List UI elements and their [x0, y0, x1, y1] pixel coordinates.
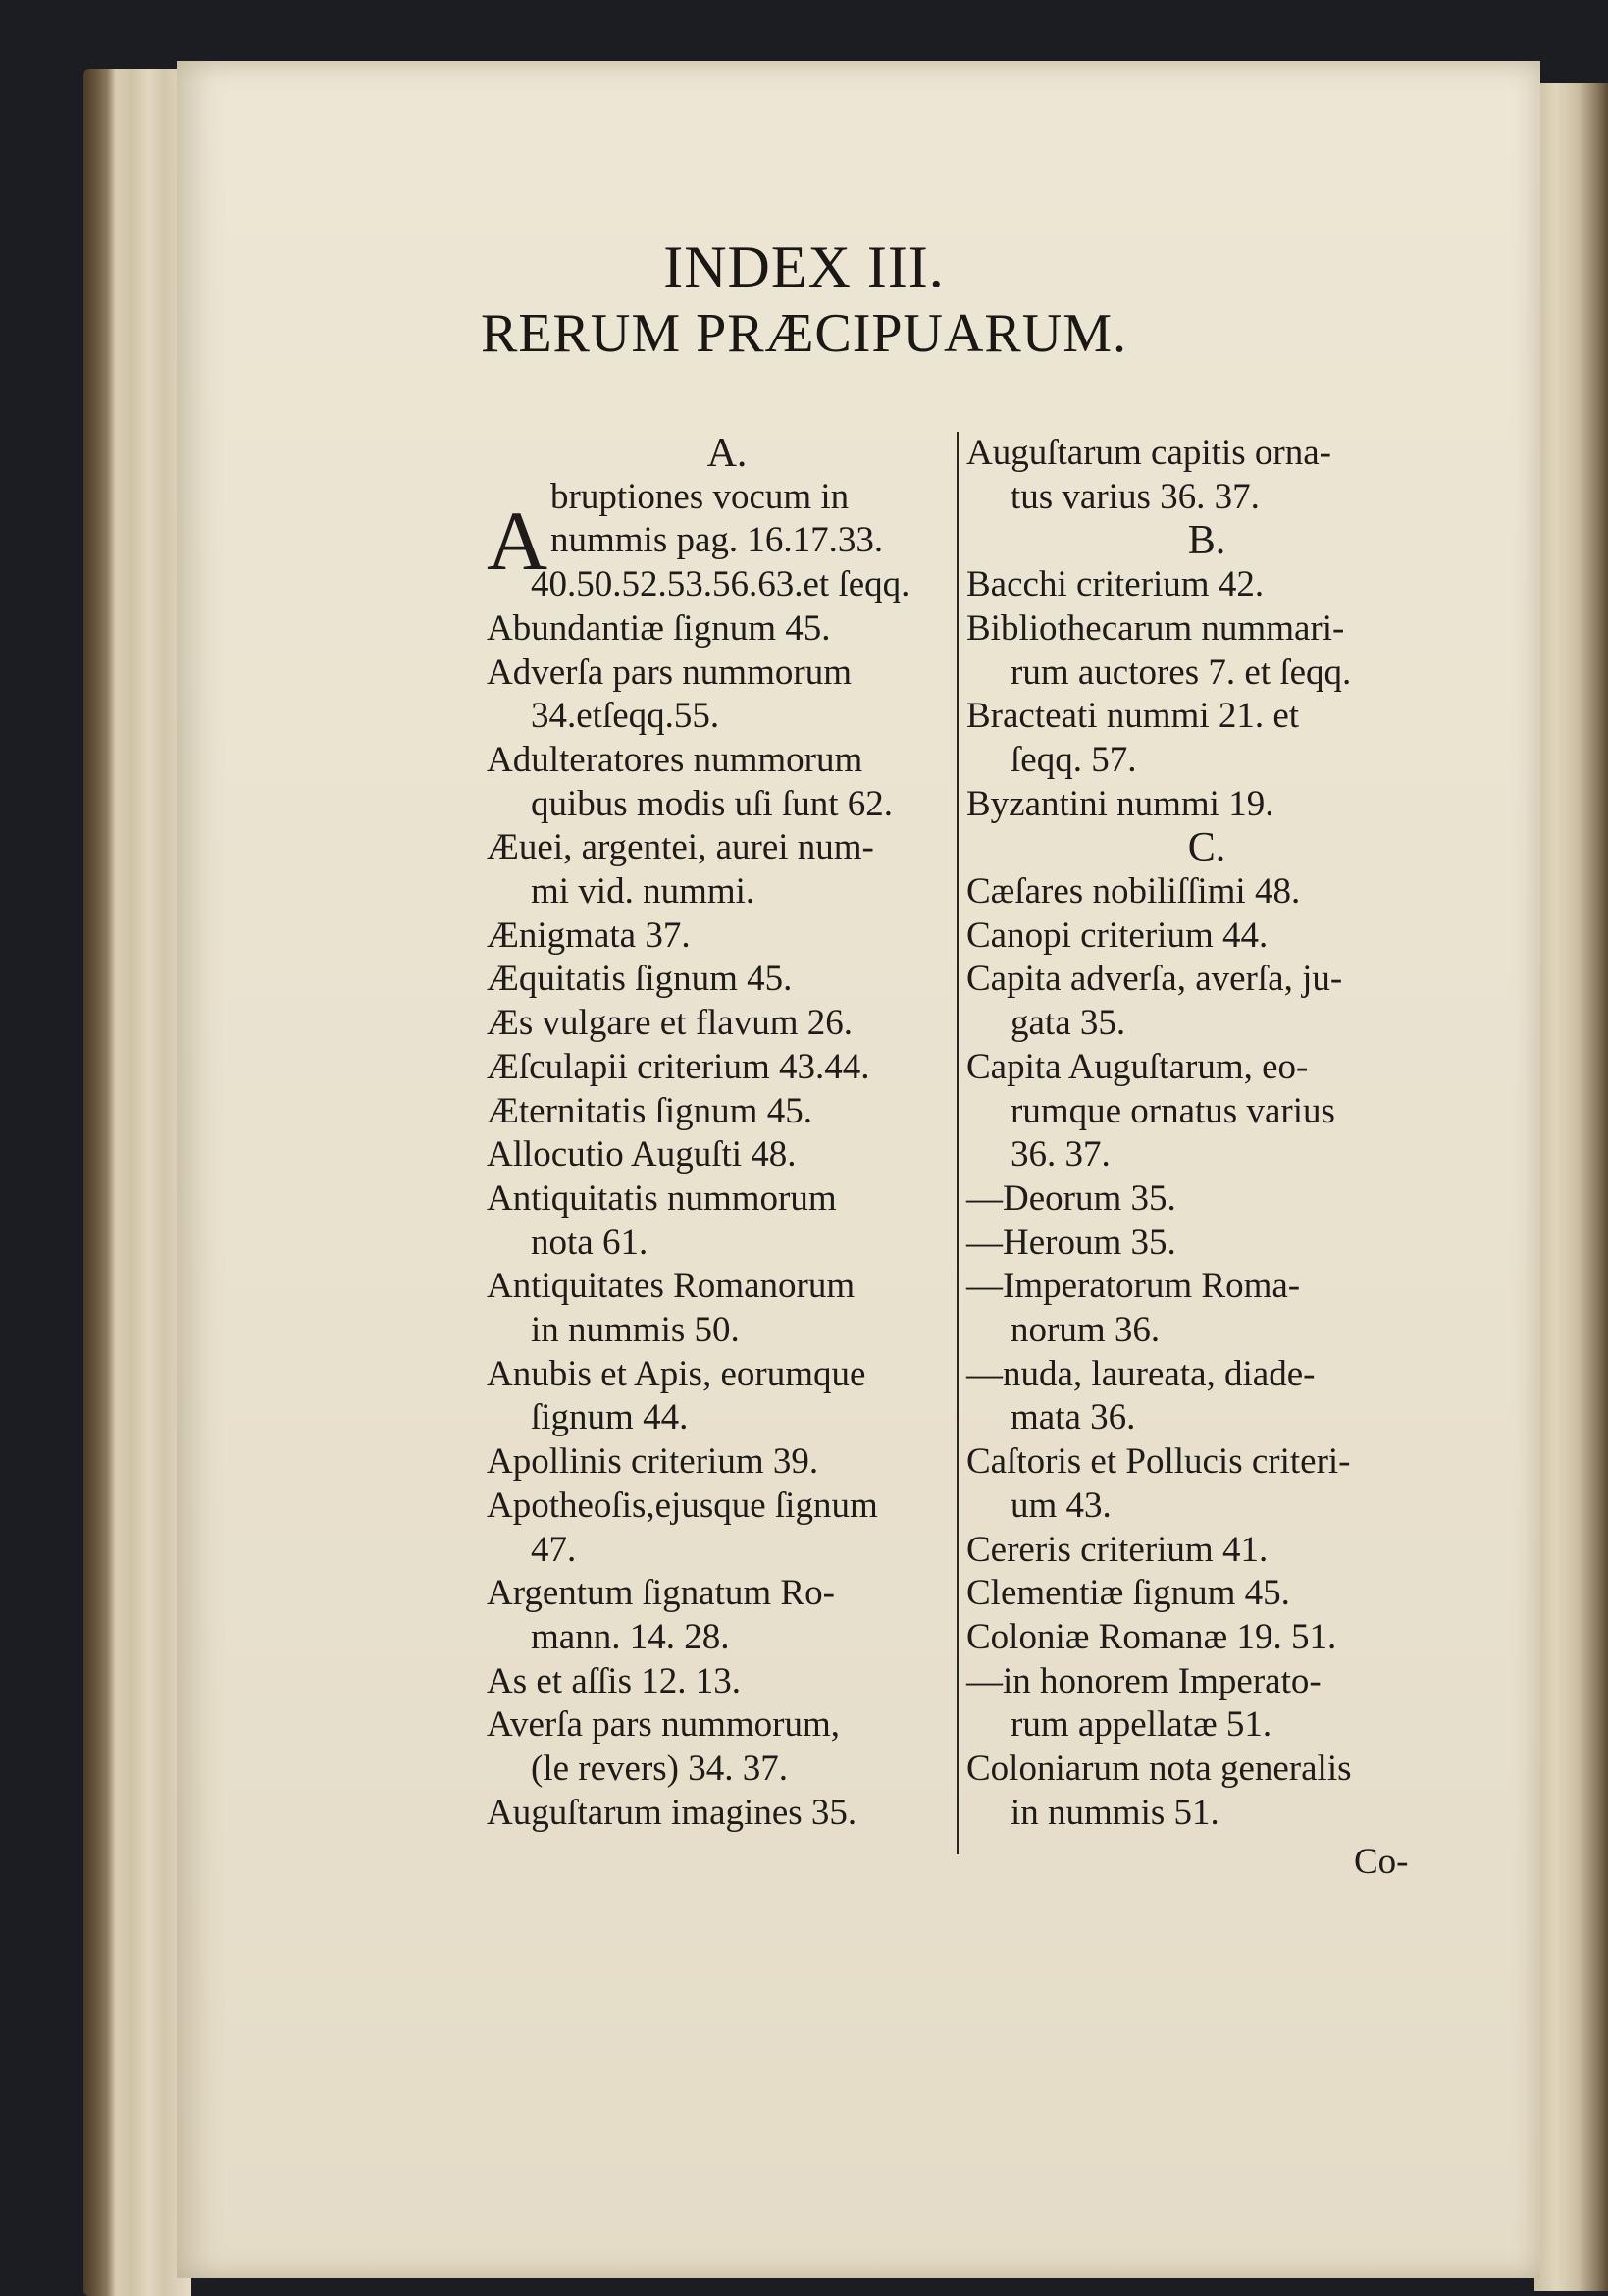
- index-entry: Bibliothecarum nummari-: [966, 607, 1345, 649]
- index-column-right: [966, 432, 1447, 1836]
- index-entry: Apotheoſis,ejusque ſignum: [487, 1485, 878, 1526]
- drop-capital: A: [487, 494, 548, 588]
- index-entry: Anubis et Apis, eorumque: [487, 1353, 866, 1394]
- index-entry: —Imperatorum Roma-: [966, 1266, 1301, 1307]
- index-entry-continuation: rum appellatæ 51.: [1011, 1704, 1272, 1746]
- index-entry: Cereris criterium 41.: [966, 1529, 1269, 1570]
- index-entry-continuation: 47.: [531, 1529, 577, 1570]
- catchword: Co-: [1354, 1842, 1409, 1882]
- index-entry: Æuei, argentei, aurei num-: [487, 827, 874, 868]
- index-entry-continuation: in nummis 50.: [531, 1310, 740, 1351]
- index-column-left: [487, 432, 967, 1836]
- index-entry-continuation: (le revers) 34. 37.: [531, 1748, 788, 1790]
- index-entry-continuation: mann. 14. 28.: [531, 1616, 730, 1657]
- index-entry: bruptiones vocum in: [550, 476, 850, 517]
- index-entry-continuation: in nummis 51.: [1011, 1792, 1219, 1833]
- index-entry-continuation: norum 36.: [1011, 1310, 1161, 1351]
- index-entry: —Heroum 35.: [966, 1222, 1176, 1263]
- section-letter-heading: A.: [706, 431, 748, 476]
- index-entry: Capita adverſa, averſa, ju-: [966, 959, 1343, 1000]
- index-entry: Allocutio Auguſti 48.: [487, 1134, 797, 1175]
- index-entry: —nuda, laureata, diade-: [966, 1353, 1316, 1394]
- section-letter-heading: B.: [1187, 518, 1226, 564]
- index-entry: Ænigmata 37.: [487, 914, 691, 956]
- book-page-edges-left: [83, 69, 191, 2296]
- index-entry: Coloniæ Romanæ 19. 51.: [966, 1616, 1337, 1657]
- index-entry: Caſtoris et Pollucis criteri-: [966, 1441, 1351, 1483]
- index-title: INDEX III.: [663, 235, 945, 299]
- index-entry-continuation: ſeqq. 57.: [1011, 739, 1137, 780]
- index-entry: As et aſſis 12. 13.: [487, 1660, 741, 1701]
- index-entry: Æſculapii criterium 43.44.: [487, 1046, 870, 1087]
- index-entry: Averſa pars nummorum,: [487, 1704, 840, 1746]
- index-entry: Coloniarum nota generalis: [966, 1748, 1352, 1790]
- index-entry: Argentum ſignatum Ro-: [487, 1573, 835, 1614]
- index-entry-continuation: 40.50.52.53.56.63.et ſeqq.: [531, 564, 910, 605]
- index-entry-continuation: rum auctores 7. et ſeqq.: [1011, 652, 1352, 693]
- index-entry: Auguſtarum capitis orna-: [966, 433, 1331, 473]
- index-entry-continuation: nummis pag. 16.17.33.: [550, 520, 884, 561]
- index-entry: Bacchi criterium 42.: [966, 564, 1265, 605]
- index-entry-continuation: um 43.: [1011, 1485, 1112, 1526]
- index-entry-continuation: 36. 37.: [1011, 1134, 1111, 1175]
- index-entry: Æquitatis ſignum 45.: [487, 959, 793, 1000]
- index-entry: Antiquitates Romanorum: [487, 1266, 856, 1307]
- index-entry-continuation: mata 36.: [1011, 1397, 1136, 1438]
- index-entry-continuation: tus varius 36. 37.: [1011, 476, 1260, 517]
- index-entry: Bracteati nummi 21. et: [966, 696, 1300, 737]
- section-letter-heading: C.: [1187, 825, 1226, 871]
- index-entry: Capita Auguſtarum, eo-: [966, 1046, 1309, 1087]
- index-entry-continuation: ſignum 44.: [531, 1397, 689, 1438]
- index-entry-continuation: mi vid. nummi.: [531, 871, 755, 913]
- index-entry: Æs vulgare et flavum 26.: [487, 1003, 853, 1044]
- index-entry: Æternitatis ſignum 45.: [487, 1090, 812, 1131]
- index-entry: Byzantini nummi 19.: [966, 783, 1274, 824]
- index-entry-continuation: 34.etſeqq.55.: [531, 696, 720, 737]
- index-entry-continuation: quibus modis uſi ſunt 62.: [531, 783, 894, 824]
- index-entry: Antiquitatis nummorum: [487, 1177, 837, 1219]
- index-entry-continuation: rumque ornatus varius: [1011, 1090, 1335, 1131]
- index-entry: Adverſa pars nummorum: [487, 652, 852, 693]
- index-entry: —in honorem Imperato-: [966, 1660, 1322, 1701]
- index-entry: Canopi criterium 44.: [966, 914, 1269, 956]
- index-entry: Cæſares nobiliſſimi 48.: [966, 871, 1301, 913]
- index-entry: Clementiæ ſignum 45.: [966, 1573, 1290, 1614]
- index-entry-continuation: nota 61.: [531, 1222, 648, 1263]
- index-entry: —Deorum 35.: [966, 1177, 1176, 1219]
- index-subtitle: RERUM PRÆCIPUARUM.: [480, 303, 1128, 364]
- index-entry: Apollinis criterium 39.: [487, 1441, 819, 1483]
- index-entry: Adulteratores nummorum: [487, 739, 863, 780]
- index-entry: Abundantiæ ſignum 45.: [487, 607, 831, 649]
- index-entry-continuation: gata 35.: [1011, 1003, 1126, 1044]
- index-entry: Auguſtarum imagines 35.: [487, 1792, 857, 1833]
- book-page-edges-right: [1534, 83, 1608, 2291]
